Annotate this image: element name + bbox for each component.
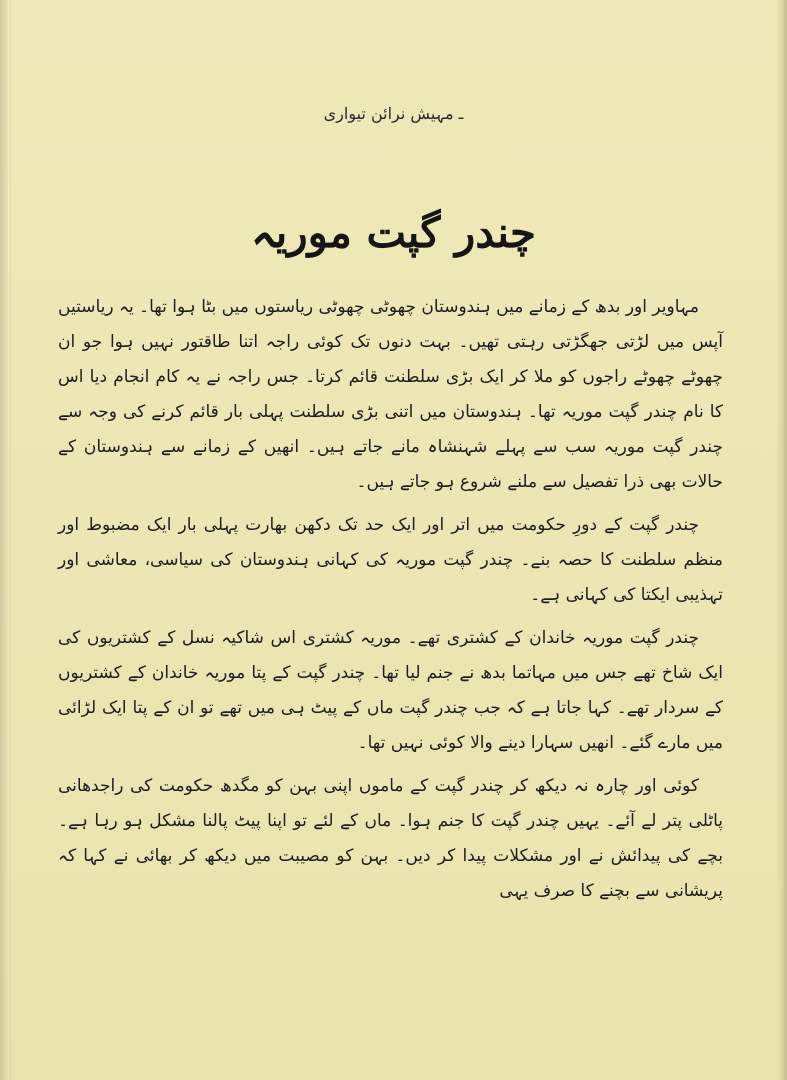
paragraph-3: چندر گپت موریہ خاندان کے کشتری تھے۔ موریہ کشتری اس شاکیہ نسل کے کشتریوں کی ایک شاخ تھے جس میں مہاتما بدھ نے جنم لیا تھا۔ چندر گپت کے پتا موریہ خاندان کے کشتریوں کے سردار تھے۔ کہا جاتا ہے کہ جب چندر گپت ماں کے پیٹ ہی میں تھے تو ان کے پتا ایک لڑائی میں مارے گئے۔ انھیں سہارا دینے والا کوئی نہیں تھا۔: [58, 628, 723, 753]
page-left-edge: [0, 0, 8, 1080]
paragraph-2: چندر گپت کے دورِ حکومت میں اتر اور ایک حد تک دکھن بھارت پہلی بار ایک مضبوط اور منظم سلطنت کا حصہ بنے۔ چندر گپت موریہ کی کہانی ہندوستان کی سیاسی، معاشی اور تہذیبی ایکتا کی کہانی ہے۔: [58, 515, 723, 605]
paragraph-4: کوئی اور چارہ نہ دیکھ کر چندر گپت کے ماموں اپنی بہن کو مگدھ حکومت کی راجدھانی پاٹلی پتر لے آئے۔ یہیں چندر گپت کا جنم ہوا۔ ماں کے لئے تو اپنا پیٹ پالنا مشکل ہو رہا ہے۔ بچے کی پیدائش نے اور مشکلات پیدا کر دیں۔ بہن کو مصیبت میں دیکھ کر بھائی نے کہا کہ پریشانی سے بچنے کا صرف یہی: [58, 776, 723, 901]
chapter-title: چندر گپت موریہ: [251, 208, 536, 257]
page-scan-line: [10, 0, 11, 1080]
paragraph-1: مہاویر اور بدھ کے زمانے میں ہندوستان چھوٹی چھوٹی ریاستوں میں بٹا ہوا تھا۔ یہ ریاستیں آپس میں لڑتی جھگڑتی رہتی تھیں۔ بہت دنوں تک کوئی راجہ اتنا طاقتور نہیں ہوا جو ان چھوٹے چھوٹے راجوں کو ملا کر ایک بڑی سلطنت قائم کرتا۔ جس راجہ نے یہ کام انجام دیا اس کا نام چندر گپت موریہ تھا۔ ہندوستان میں اتنی بڑی سلطنت پہلی بار قائم کرنے کی وجہ سے چندر گپت موریہ سب سے پہلے شہنشاہ مانے جاتے ہیں۔ انھیں کے زمانے سے ہندوستان کے حالات بھی ذرا تفصیل سے ملنے شروع ہو جاتے ہیں۔: [58, 297, 723, 492]
author-name: ـ مہیش نرائن تیواری: [323, 104, 464, 123]
chapter-body: [58, 290, 723, 1050]
page-right-edge: [777, 0, 787, 1080]
